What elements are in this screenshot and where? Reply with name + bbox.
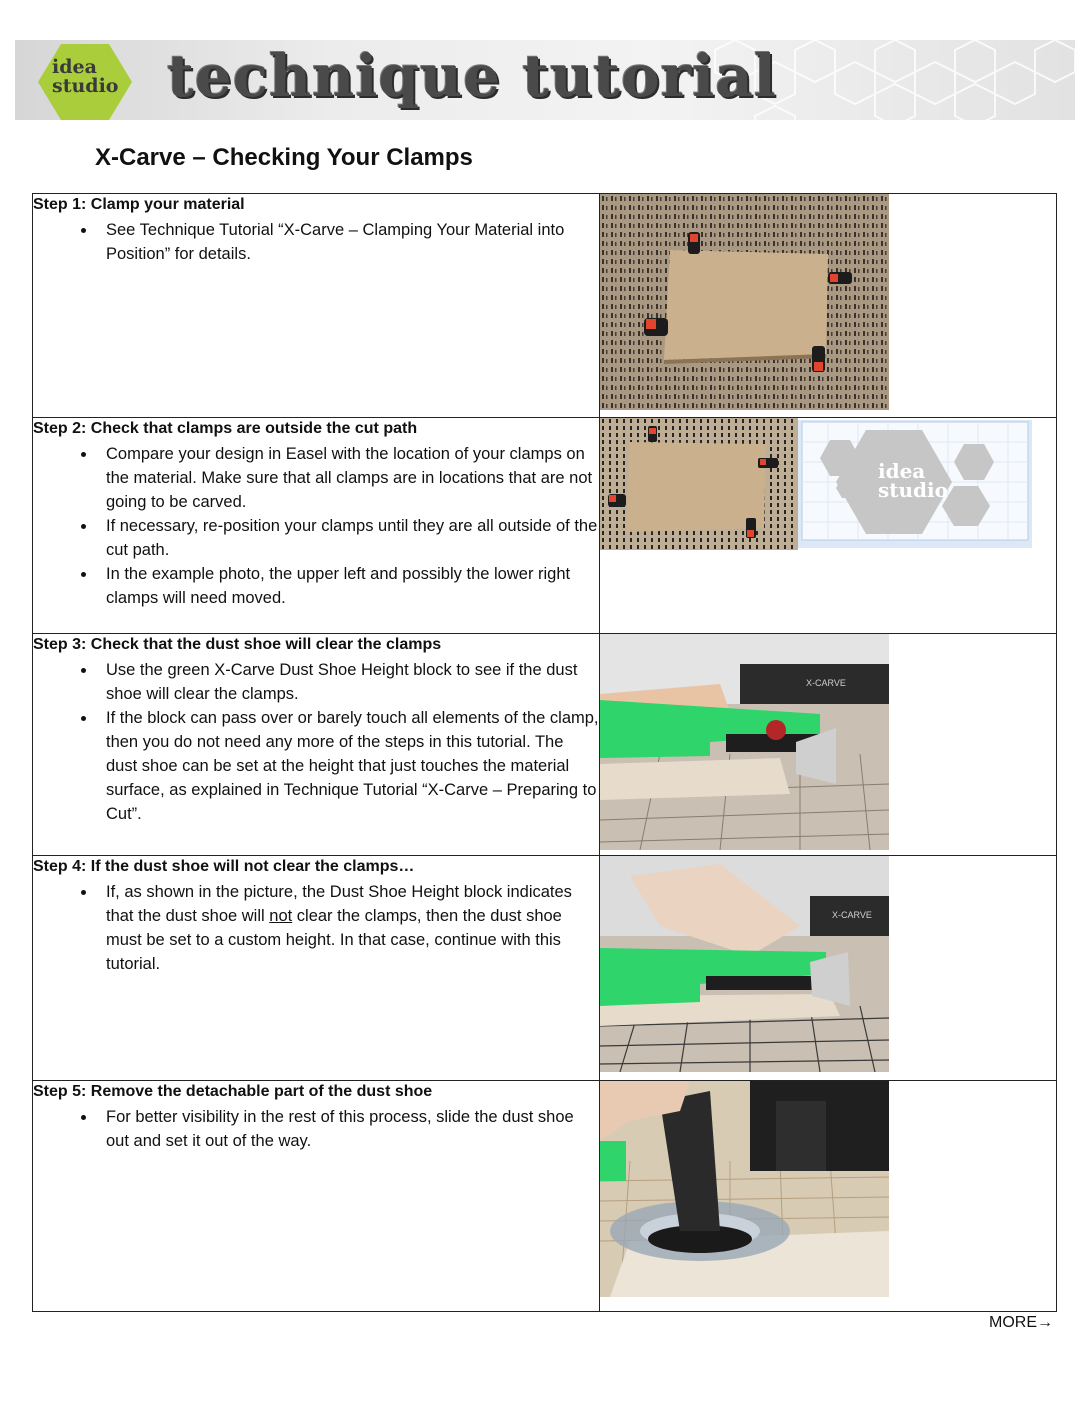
clamp-position-photo [600, 418, 798, 550]
step-1-text [33, 194, 600, 418]
step-2-text [33, 418, 600, 634]
step-1-heading: Step 1: Clamp your material [33, 196, 245, 213]
dust-shoe-clear-photo [600, 634, 889, 850]
clamped-material-photo [600, 194, 889, 410]
steps-table [32, 193, 1057, 1312]
step-5-bullets [33, 1105, 599, 1153]
step-3-bullet-1: • Use the green X-Carve Dust Shoe Height block to see if the dust shoe will clear the clamps. [97, 658, 599, 706]
more-link[interactable]: MORE→ [989, 1314, 1053, 1331]
step-5-text [33, 1081, 600, 1312]
step-5-image-cell [600, 1081, 1057, 1312]
step-2-heading: Step 2: Check that clamps are outside the cut path [33, 420, 418, 437]
logo-line1: idea [52, 56, 97, 78]
step-2-bullet-2: • If necessary, re-position your clamps until they are all outside of the cut path. [97, 514, 599, 562]
step-4-bullets [33, 880, 599, 976]
logo-line2: studio [52, 75, 119, 97]
step-row-3 [33, 634, 1057, 856]
step-2-bullets [33, 442, 599, 610]
step-3-bullets [33, 658, 599, 826]
step-4-bullet-text-2: clear the clamps, then the dust shoe must be set to a custom height. In that case, continue with this tutorial. [106, 907, 562, 973]
page-title: X-Carve – Checking Your Clamps [95, 144, 473, 171]
step-1-bullets [33, 218, 599, 266]
machine-label: X-CARVE [832, 910, 872, 920]
step-row-4 [33, 856, 1057, 1081]
step-row-5 [33, 1081, 1057, 1312]
remove-dust-shoe-photo [600, 1081, 889, 1297]
step-row-1 [33, 194, 1057, 418]
machine-label: X-CARVE [806, 678, 846, 688]
dust-shoe-not-clear-photo [600, 856, 889, 1072]
step-5-bullet-1: • For better visibility in the rest of this process, slide the dust shoe out and set it out of the way. [97, 1105, 599, 1153]
easel-logo-text [878, 459, 948, 502]
step-2-bullet-3: • In the example photo, the upper left and possibly the lower right clamps will need moved. [97, 562, 599, 610]
logo-text [52, 58, 142, 96]
step-2-image-cell [600, 418, 1057, 634]
step-2-bullet-1: • Compare your design in Easel with the location of your clamps on the material. Make sure that all clamps are in locations that are not going to be carved. [97, 442, 599, 514]
easel-logo-line2: studio [878, 478, 948, 502]
step-2-images [600, 418, 1040, 550]
step-3-bullet-2: • If the block can pass over or barely touch all elements of the clamp, then you do not need any more of the steps in this tutorial. The dust shoe can be set at the height that just touches the material surface, as explained in Technique Tutorial “X-Carve – Preparing to Cut”. [97, 706, 599, 826]
step-row-2 [33, 418, 1057, 634]
step-3-image-cell [600, 634, 1057, 856]
step-4-image-cell [600, 856, 1057, 1081]
step-4-text [33, 856, 600, 1081]
step-1-bullet-1: • See Technique Tutorial “X-Carve – Clamping Your Material into Position” for details. [97, 218, 599, 266]
step-3-text [33, 634, 600, 856]
step-4-bullet-1 [97, 880, 599, 976]
step-3-heading: Step 3: Check that the dust shoe will clear the clamps [33, 636, 442, 653]
step-1-image-cell [600, 194, 1057, 418]
header-banner [15, 40, 1075, 120]
step-4-heading: Step 4: If the dust shoe will not clear the clamps… [33, 858, 415, 875]
easel-logo-line1: idea [878, 459, 926, 483]
step-4-underlined-word: not [269, 907, 293, 925]
banner-title: technique tutorial [167, 42, 777, 110]
step-5-heading: Step 5: Remove the detachable part of the dust shoe [33, 1083, 433, 1100]
step-4-bullet-text-1: If, as shown in the picture, the Dust Shoe Height block indicates that the dust shoe will [106, 883, 572, 925]
